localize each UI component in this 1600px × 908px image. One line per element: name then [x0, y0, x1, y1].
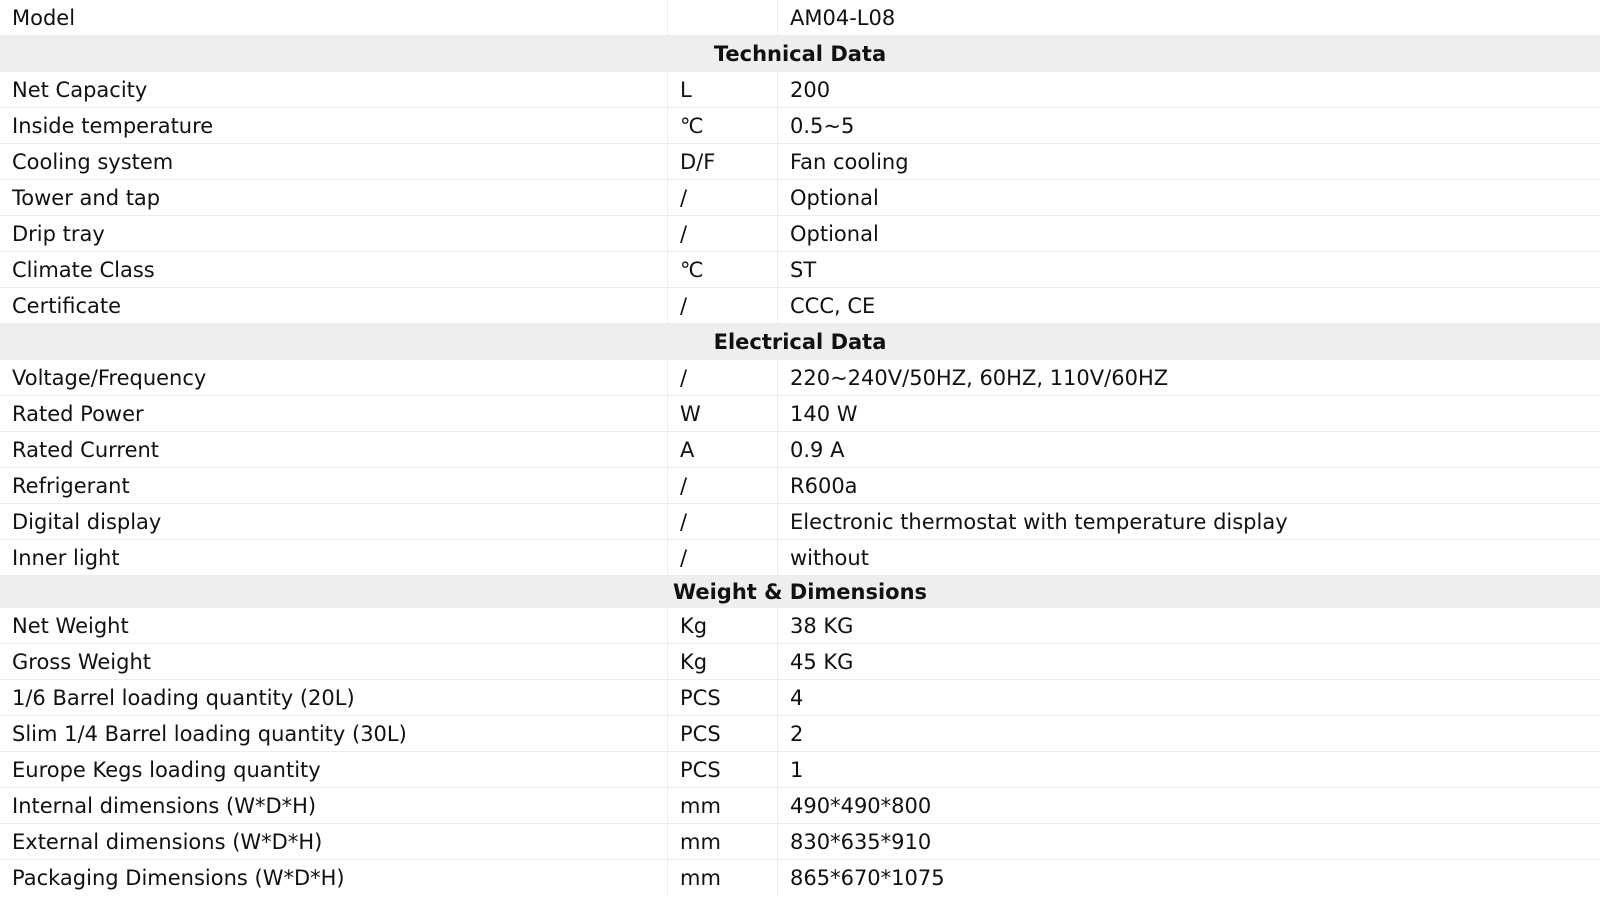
spec-row: [0, 360, 1600, 396]
spec-label: Rated Power: [0, 396, 668, 432]
spec-row: [0, 680, 1600, 716]
spec-row: [0, 504, 1600, 540]
spec-label: Climate Class: [0, 252, 668, 288]
spec-value: 45 KG: [790, 649, 854, 674]
section-header: [0, 324, 1600, 360]
spec-label: Voltage/Frequency: [0, 360, 668, 396]
spec-label: Packaging Dimensions (W*D*H): [0, 860, 668, 896]
spec-label: Tower and tap: [0, 180, 668, 216]
spec-unit: PCS: [668, 680, 778, 716]
spec-value: 490*490*800: [790, 793, 932, 818]
spec-label: Model: [0, 0, 668, 36]
spec-value: 830*635*910: [790, 829, 932, 854]
spec-unit: /: [668, 468, 778, 504]
spec-row: [0, 468, 1600, 504]
spec-row: [0, 288, 1600, 324]
spec-unit: [668, 0, 778, 36]
spec-unit: mm: [668, 824, 778, 860]
spec-label: Refrigerant: [0, 468, 668, 504]
section-title: Electrical Data: [713, 330, 887, 354]
spec-value: 200: [790, 77, 831, 102]
section-title: Technical Data: [713, 42, 887, 66]
spec-row: [0, 540, 1600, 576]
spec-sections: [0, 36, 1600, 896]
spec-value: 2: [790, 721, 804, 746]
spec-row: [0, 432, 1600, 468]
spec-unit: mm: [668, 788, 778, 824]
spec-value: 0.5~5: [790, 113, 855, 138]
spec-unit: PCS: [668, 752, 778, 788]
spec-row: [0, 144, 1600, 180]
spec-value: R600a: [790, 473, 858, 498]
spec-value: Optional: [790, 221, 879, 246]
spec-row: [0, 108, 1600, 144]
spec-value: 4: [790, 685, 804, 710]
spec-value: Fan cooling: [790, 149, 909, 174]
spec-unit: Kg: [668, 608, 778, 644]
spec-row: [0, 788, 1600, 824]
spec-label: Digital display: [0, 504, 668, 540]
spec-label: 1/6 Barrel loading quantity (20L): [0, 680, 668, 716]
spec-value: 865*670*1075: [790, 866, 945, 890]
spec-label: Slim 1/4 Barrel loading quantity (30L): [0, 716, 668, 752]
spec-unit: ℃: [668, 252, 778, 288]
spec-label: Inner light: [0, 540, 668, 576]
spec-value: without: [790, 545, 869, 570]
spec-unit: ℃: [668, 108, 778, 144]
spec-label: Internal dimensions (W*D*H): [0, 788, 668, 824]
spec-row: [0, 644, 1600, 680]
spec-value: 38 KG: [790, 613, 854, 638]
spec-row: [0, 252, 1600, 288]
spec-row: [0, 824, 1600, 860]
spec-row: [0, 860, 1600, 896]
spec-row: [0, 752, 1600, 788]
spec-row: [0, 216, 1600, 252]
spec-label: Cooling system: [0, 144, 668, 180]
spec-value: 220~240V/50HZ, 60HZ, 110V/60HZ: [790, 365, 1169, 390]
spec-row: [0, 396, 1600, 432]
spec-row-model: [0, 0, 1600, 36]
spec-value: AM04-L08: [790, 5, 896, 30]
spec-label: Drip tray: [0, 216, 668, 252]
spec-label: Net Weight: [0, 608, 668, 644]
spec-value: 140 W: [790, 401, 858, 426]
spec-unit: PCS: [668, 716, 778, 752]
section-header: [0, 36, 1600, 72]
spec-label: Net Capacity: [0, 72, 668, 108]
spec-label: Rated Current: [0, 432, 668, 468]
spec-unit: L: [668, 72, 778, 108]
section-header: [0, 576, 1600, 608]
spec-unit: Kg: [668, 644, 778, 680]
spec-label: Certificate: [0, 288, 668, 324]
spec-row: [0, 716, 1600, 752]
spec-unit: /: [668, 360, 778, 396]
section-title: Weight & Dimensions: [672, 580, 928, 604]
spec-unit: A: [668, 432, 778, 468]
spec-value: ST: [790, 257, 817, 282]
spec-unit: mm: [668, 860, 778, 896]
spec-row: [0, 608, 1600, 644]
spec-value: 0.9 A: [790, 437, 845, 462]
spec-unit: /: [668, 180, 778, 216]
spec-unit: D/F: [668, 144, 778, 180]
spec-label: Inside temperature: [0, 108, 668, 144]
spec-unit: /: [668, 540, 778, 576]
spec-value: Optional: [790, 185, 879, 210]
spec-label: Gross Weight: [0, 644, 668, 680]
spec-unit: /: [668, 288, 778, 324]
spec-label: Europe Kegs loading quantity: [0, 752, 668, 788]
spec-label: External dimensions (W*D*H): [0, 824, 668, 860]
spec-unit: W: [668, 396, 778, 432]
spec-row: [0, 180, 1600, 216]
spec-value: 1: [790, 757, 804, 782]
spec-unit: /: [668, 504, 778, 540]
spec-unit: /: [668, 216, 778, 252]
spec-row: [0, 72, 1600, 108]
spec-value: Electronic thermostat with temperature display: [790, 509, 1288, 534]
spec-value: CCC, CE: [790, 293, 876, 318]
